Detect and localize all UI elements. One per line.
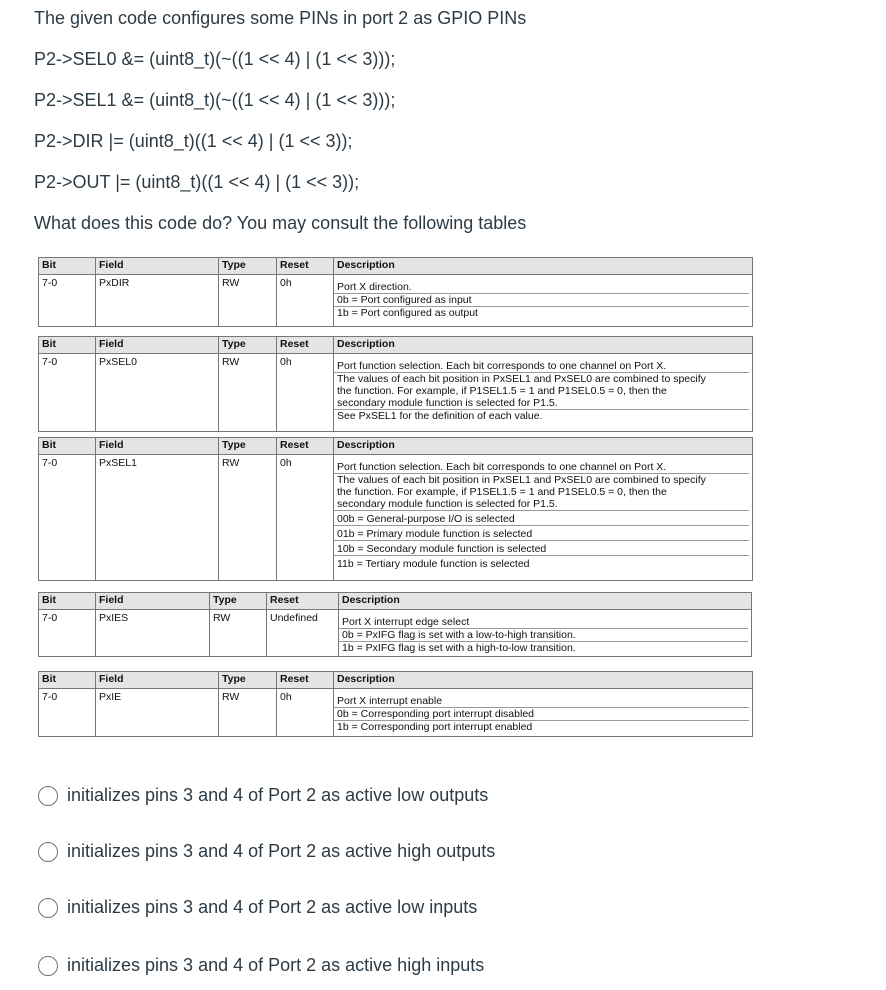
- header-type: Type: [219, 337, 277, 354]
- cell-reset: Undefined: [267, 610, 339, 657]
- header-bit: Bit: [39, 258, 96, 275]
- code-line-sel0: P2->SEL0 &= (uint8_t)(~((1 << 4) | (1 << 3)));: [34, 49, 396, 69]
- desc-line: the function. For example, if P1SEL1.5 = 1 and P1SEL0.5 = 0, then the: [337, 385, 667, 397]
- header-reset: Reset: [267, 593, 339, 610]
- answer-option-1[interactable]: [38, 785, 488, 806]
- header-description: Description: [334, 438, 753, 455]
- header-field: Field: [96, 672, 219, 689]
- cell-description: [334, 275, 753, 327]
- desc-line: Port X interrupt edge select: [342, 616, 470, 628]
- header-bit: Bit: [39, 593, 96, 610]
- desc-line: secondary module function is selected for P1.5.: [337, 498, 558, 510]
- header-bit: Bit: [39, 672, 96, 689]
- cell-reset: 0h: [277, 455, 334, 581]
- desc-line: Port X interrupt enable: [337, 695, 443, 707]
- header-bit: Bit: [39, 438, 96, 455]
- header-type: Type: [219, 438, 277, 455]
- header-description: Description: [334, 337, 753, 354]
- cell-description: [339, 610, 752, 657]
- register-table-pxie: [38, 671, 753, 737]
- header-description: Description: [334, 258, 753, 275]
- answer-option-3[interactable]: [38, 897, 477, 918]
- header-reset: Reset: [277, 258, 334, 275]
- answer-option-label[interactable]: initializes pins 3 and 4 of Port 2 as active high outputs: [67, 841, 496, 861]
- desc-line: 1b = PxIFG flag is set with a high-to-low transition.: [339, 641, 748, 654]
- desc-line: The values of each bit position in PxSEL1 and PxSEL0 are combined to specify: [334, 473, 749, 486]
- cell-description: [334, 354, 753, 432]
- radio-button-icon[interactable]: [38, 898, 58, 918]
- cell-bit: 7-0: [39, 455, 96, 581]
- desc-line: The values of each bit position in PxSEL1 and PxSEL0 are combined to specify: [334, 372, 749, 385]
- desc-line: the function. For example, if P1SEL1.5 = 1 and P1SEL0.5 = 0, then the: [337, 486, 667, 498]
- cell-field: PxSEL0: [96, 354, 219, 432]
- radio-button-icon[interactable]: [38, 842, 58, 862]
- cell-bit: 7-0: [39, 610, 96, 657]
- cell-type: RW: [210, 610, 267, 657]
- cell-type: RW: [219, 354, 277, 432]
- header-type: Type: [210, 593, 267, 610]
- register-table-pxies: [38, 592, 752, 657]
- cell-field: PxDIR: [96, 275, 219, 327]
- header-field: Field: [96, 337, 219, 354]
- code-line-sel1: P2->SEL1 &= (uint8_t)(~((1 << 4) | (1 << 3)));: [34, 90, 396, 110]
- cell-description: [334, 689, 753, 737]
- header-type: Type: [219, 672, 277, 689]
- header-description: Description: [334, 672, 753, 689]
- cell-field: PxIE: [96, 689, 219, 737]
- desc-line: 00b = General-purpose I/O is selected: [334, 510, 749, 525]
- cell-type: RW: [219, 689, 277, 737]
- desc-line: 11b = Tertiary module function is selected: [334, 555, 749, 570]
- code-line-out: P2->OUT |= (uint8_t)((1 << 4) | (1 << 3));: [34, 172, 360, 192]
- cell-description: [334, 455, 753, 581]
- code-line-dir: P2->DIR |= (uint8_t)((1 << 4) | (1 << 3));: [34, 131, 353, 151]
- desc-line: 1b = Port configured as output: [334, 306, 749, 319]
- cell-type: RW: [219, 455, 277, 581]
- header-type: Type: [219, 258, 277, 275]
- desc-line: 0b = PxIFG flag is set with a low-to-high transition.: [339, 628, 748, 641]
- cell-reset: 0h: [277, 689, 334, 737]
- register-table-pxdir: [38, 257, 753, 327]
- question-prompt: What does this code do? You may consult the following tables: [34, 213, 527, 233]
- desc-line: 01b = Primary module function is selected: [334, 525, 749, 540]
- header-field: Field: [96, 438, 219, 455]
- question-intro: The given code configures some PINs in port 2 as GPIO PINs: [34, 8, 527, 28]
- cell-bit: 7-0: [39, 354, 96, 432]
- header-field: Field: [96, 258, 219, 275]
- header-description: Description: [339, 593, 752, 610]
- cell-reset: 0h: [277, 275, 334, 327]
- cell-bit: 7-0: [39, 689, 96, 737]
- answer-option-label[interactable]: initializes pins 3 and 4 of Port 2 as active low inputs: [67, 897, 478, 917]
- desc-line: See PxSEL1 for the definition of each value.: [334, 409, 749, 422]
- header-bit: Bit: [39, 337, 96, 354]
- desc-line: Port function selection. Each bit corresponds to one channel on Port X.: [337, 360, 667, 372]
- register-table-pxsel1: [38, 437, 753, 581]
- desc-line: 0b = Port configured as input: [334, 293, 749, 306]
- desc-line: 10b = Secondary module function is selected: [334, 540, 749, 555]
- cell-type: RW: [219, 275, 277, 327]
- header-reset: Reset: [277, 337, 334, 354]
- desc-line: Port function selection. Each bit corresponds to one channel on Port X.: [337, 461, 667, 473]
- desc-line: 1b = Corresponding port interrupt enabled: [334, 720, 749, 733]
- cell-field: PxSEL1: [96, 455, 219, 581]
- desc-line: secondary module function is selected for P1.5.: [337, 397, 558, 409]
- header-reset: Reset: [277, 672, 334, 689]
- answer-option-label[interactable]: initializes pins 3 and 4 of Port 2 as active high inputs: [67, 955, 485, 975]
- register-table-pxsel0: [38, 336, 753, 432]
- answer-option-2[interactable]: [38, 841, 495, 862]
- header-reset: Reset: [277, 438, 334, 455]
- desc-line: 0b = Corresponding port interrupt disabled: [334, 707, 749, 720]
- cell-bit: 7-0: [39, 275, 96, 327]
- answer-option-4[interactable]: [38, 955, 484, 976]
- radio-button-icon[interactable]: [38, 786, 58, 806]
- cell-reset: 0h: [277, 354, 334, 432]
- radio-button-icon[interactable]: [38, 956, 58, 976]
- desc-line: Port X direction.: [337, 281, 412, 293]
- answer-option-label[interactable]: initializes pins 3 and 4 of Port 2 as active low outputs: [67, 785, 489, 805]
- header-field: Field: [96, 593, 210, 610]
- cell-field: PxIES: [96, 610, 210, 657]
